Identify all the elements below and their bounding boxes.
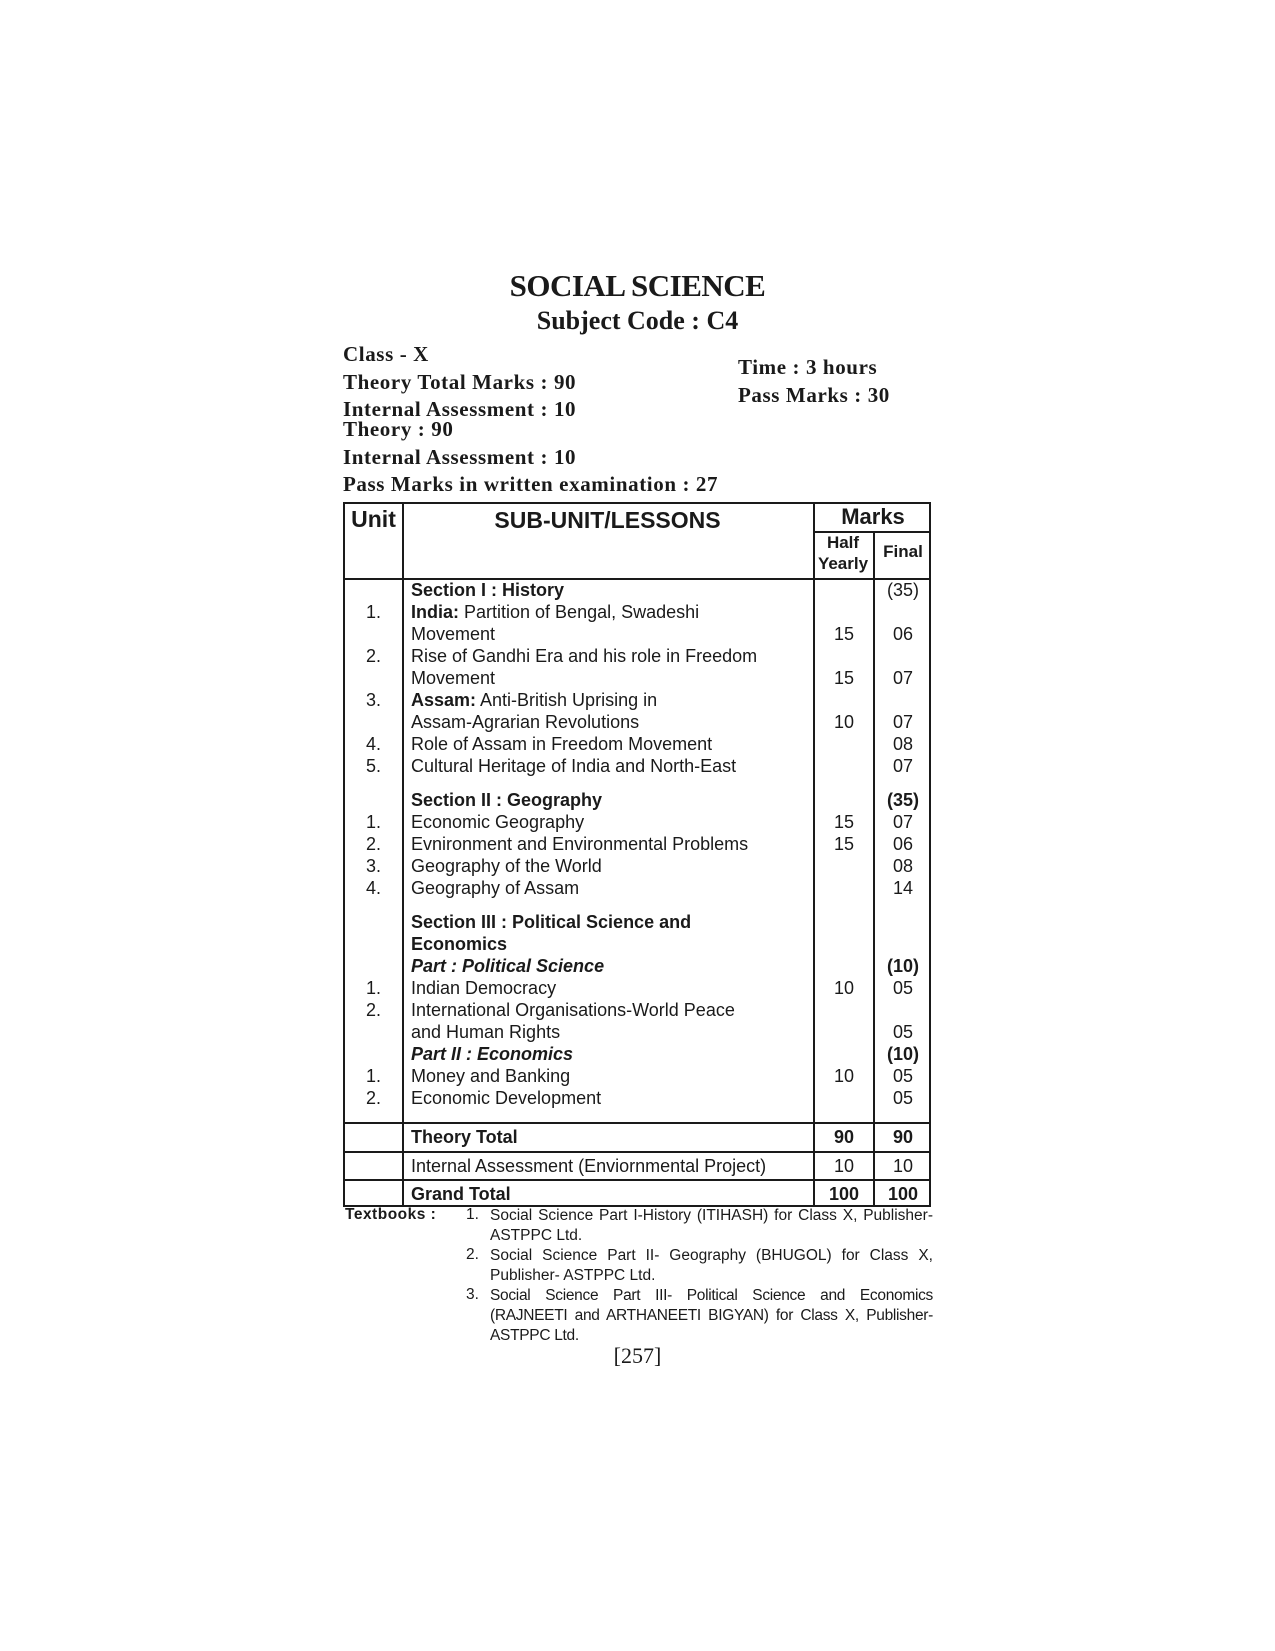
textbook-number: 3. <box>466 1286 479 1303</box>
lesson-text: Cultural Heritage of India and North-East <box>411 756 737 776</box>
final-mark: 05 <box>892 1066 914 1086</box>
part-heading: Part : Political Science <box>411 956 605 976</box>
final-mark: 14 <box>892 878 914 898</box>
final-mark: 05 <box>892 978 914 998</box>
theory-marks: Theory : 90 <box>343 417 454 441</box>
theory-total-marks: Theory Total Marks : 90 <box>343 370 577 394</box>
class-label: Class - X <box>343 342 429 366</box>
section-heading: Section III : Political Science and <box>411 912 692 932</box>
lesson-text: Movement <box>411 624 496 644</box>
row-divider <box>345 1122 929 1124</box>
pass-marks-label: Pass Marks : 30 <box>738 383 890 407</box>
textbooks-label: Textbooks : <box>345 1206 437 1223</box>
row-divider <box>345 1151 929 1153</box>
header-unit: Unit <box>351 506 396 532</box>
final-mark: (10) <box>886 956 919 976</box>
lesson-text: Economic Development <box>411 1088 602 1108</box>
lesson-text: Evnironment and Environmental Problems <box>411 834 749 854</box>
textbook-text: Social Science Part III- Political Science and Economics (RAJNEETI and ARTHANEETI BIGYAN) for Class X, Publisher-ASTPPC Ltd. <box>490 1287 933 1344</box>
final-mark: 06 <box>892 624 914 644</box>
unit-number: 1. <box>365 978 381 998</box>
internal-assessment-marks: Internal Assessment : 10 <box>343 397 577 421</box>
syllabus-table <box>343 502 931 1207</box>
header-yearly: Yearly <box>817 554 869 573</box>
unit-number: 4. <box>365 878 381 898</box>
unit-number: 2. <box>365 646 381 666</box>
unit-number: 3. <box>365 856 381 876</box>
half-yearly-mark: 10 <box>833 1066 855 1086</box>
lesson-text: India: Partition of Bengal, Swadeshi <box>411 602 700 622</box>
column-divider <box>402 504 404 1205</box>
lesson-text: Indian Democracy <box>411 978 557 998</box>
internal-assessment-marks-2: Internal Assessment : 10 <box>343 445 577 469</box>
time-label: Time : 3 hours <box>738 355 878 379</box>
final-mark: 06 <box>892 834 914 854</box>
section-heading: Section I : History <box>411 580 565 600</box>
internal-half-yearly: 10 <box>833 1156 855 1176</box>
page-title: SOCIAL SCIENCE <box>509 268 766 303</box>
textbook-text: Social Science Part I-History (ITIHASH) for Class X, Publisher-ASTPPC Ltd. <box>490 1207 933 1244</box>
unit-number: 3. <box>365 690 381 710</box>
section-heading: Economics <box>411 934 508 954</box>
final-mark: 07 <box>892 712 914 732</box>
lesson-text: Economic Geography <box>411 812 585 832</box>
final-mark: (35) <box>886 580 919 600</box>
final-mark: 07 <box>892 812 914 832</box>
subject-code: Subject Code : C4 <box>536 306 739 335</box>
row-divider <box>345 1179 929 1181</box>
theory-total-half-yearly: 90 <box>833 1127 855 1147</box>
unit-number: 1. <box>365 602 381 622</box>
unit-number: 2. <box>365 834 381 854</box>
lesson-text: Movement <box>411 668 496 688</box>
internal-final: 10 <box>892 1156 914 1176</box>
half-yearly-mark: 10 <box>833 978 855 998</box>
internal-assessment-label: Internal Assessment (Enviornmental Project) <box>411 1156 767 1176</box>
grand-total-half-yearly: 100 <box>828 1184 860 1204</box>
lesson-text: Rise of Gandhi Era and his role in Freedom <box>411 646 758 666</box>
lesson-text: Geography of Assam <box>411 878 580 898</box>
section-heading: Section II : Geography <box>411 790 603 810</box>
final-mark: 07 <box>892 756 914 776</box>
half-yearly-mark: 15 <box>833 668 855 688</box>
header-marks: Marks <box>841 504 905 529</box>
lesson-text: Role of Assam in Freedom Movement <box>411 734 713 754</box>
half-yearly-mark: 15 <box>833 624 855 644</box>
unit-number: 2. <box>365 1088 381 1108</box>
half-yearly-mark: 10 <box>833 712 855 732</box>
unit-number: 4. <box>365 734 381 754</box>
grand-total-final: 100 <box>887 1184 919 1204</box>
final-mark: (35) <box>886 790 919 810</box>
unit-number: 2. <box>365 1000 381 1020</box>
final-mark: 05 <box>892 1022 914 1042</box>
final-mark: 05 <box>892 1088 914 1108</box>
textbook-text: Social Science Part II- Geography (BHUGOL) for Class X, Publisher- ASTPPC Ltd. <box>490 1247 933 1284</box>
grand-total-label: Grand Total <box>411 1184 511 1204</box>
textbook-number: 2. <box>466 1246 479 1263</box>
page-number: [257] <box>613 1343 662 1368</box>
half-yearly-mark: 15 <box>833 834 855 854</box>
unit-number: 1. <box>365 1066 381 1086</box>
lesson-text: International Organisations-World Peace <box>411 1000 735 1020</box>
final-mark: (10) <box>886 1044 919 1064</box>
header-lessons: SUB-UNIT/LESSONS <box>494 507 721 533</box>
unit-number: 5. <box>365 756 381 776</box>
final-mark: 07 <box>892 668 914 688</box>
lesson-text: Money and Banking <box>411 1066 571 1086</box>
header-final: Final <box>883 542 923 561</box>
final-mark: 08 <box>892 734 914 754</box>
part-heading: Part II : Economics <box>411 1044 574 1064</box>
unit-number: 1. <box>365 812 381 832</box>
half-yearly-mark: 15 <box>833 812 855 832</box>
theory-total-label: Theory Total <box>411 1127 518 1147</box>
lesson-text: Assam-Agrarian Revolutions <box>411 712 640 732</box>
final-mark: 08 <box>892 856 914 876</box>
header-half: Half <box>826 533 860 552</box>
lesson-text: Assam: Anti-British Uprising in <box>411 690 658 710</box>
lesson-text: and Human Rights <box>411 1022 561 1042</box>
lesson-text: Geography of the World <box>411 856 602 876</box>
theory-total-final: 90 <box>892 1127 914 1147</box>
pass-marks-written: Pass Marks in written examination : 27 <box>343 472 719 496</box>
textbook-number: 1. <box>466 1206 479 1223</box>
